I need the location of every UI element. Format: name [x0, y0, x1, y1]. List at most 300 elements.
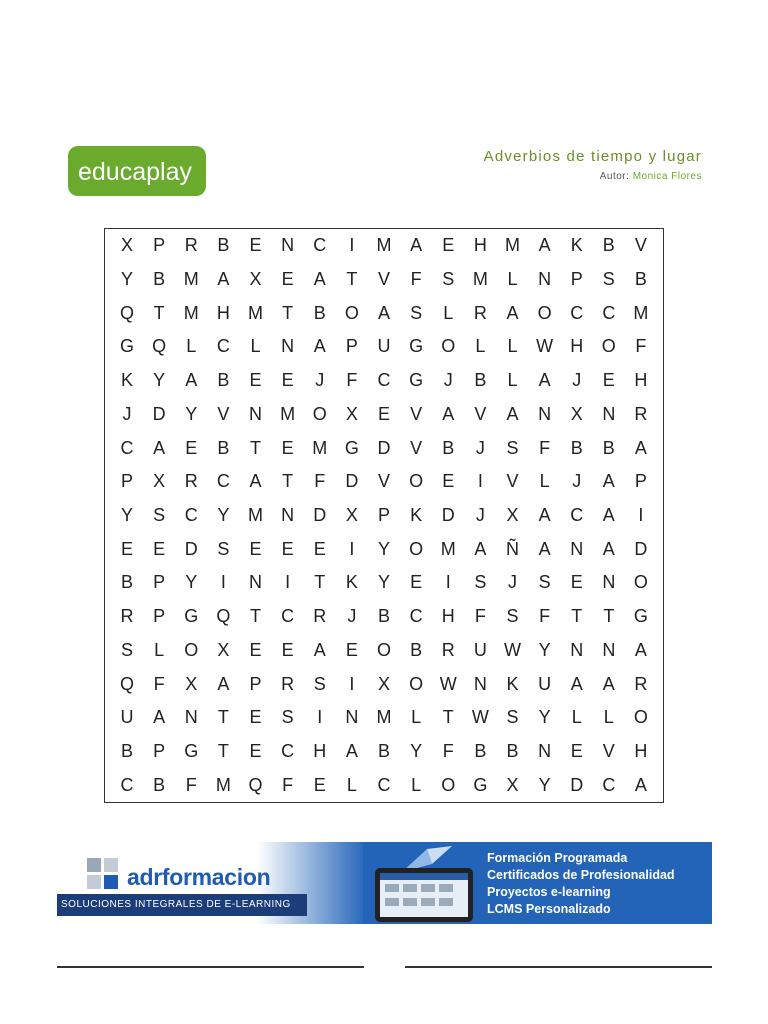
grid-letter[interactable]: A — [313, 639, 326, 660]
grid-letter[interactable]: L — [154, 639, 165, 660]
grid-letter[interactable]: C — [120, 437, 134, 458]
grid-letter[interactable]: A — [217, 269, 230, 290]
grid-letter[interactable]: M — [248, 504, 264, 525]
grid-letter[interactable]: M — [504, 235, 520, 256]
grid-letter[interactable]: X — [217, 639, 230, 660]
grid-letter[interactable]: L — [571, 707, 582, 728]
grid-letter[interactable]: E — [313, 538, 326, 559]
grid-letter[interactable]: C — [184, 504, 198, 525]
grid-letter[interactable]: Y — [410, 740, 423, 761]
grid-letter[interactable]: I — [317, 707, 323, 728]
grid-letter[interactable]: Y — [377, 538, 390, 559]
grid-letter[interactable]: A — [153, 707, 166, 728]
grid-letter[interactable]: C — [602, 302, 616, 323]
grid-letter[interactable]: E — [281, 269, 294, 290]
grid-letter[interactable]: M — [440, 538, 456, 559]
grid-letter[interactable]: T — [442, 707, 454, 728]
grid-letter[interactable]: A — [442, 403, 455, 424]
grid-letter[interactable]: N — [184, 707, 198, 728]
grid-letter[interactable]: X — [506, 504, 519, 525]
author-line — [600, 171, 702, 182]
grid-letter[interactable]: N — [538, 269, 552, 290]
grid-letter[interactable]: S — [281, 707, 294, 728]
grid-letter[interactable]: A — [538, 504, 551, 525]
grid-letter[interactable]: E — [602, 370, 615, 391]
grid-letter[interactable]: Y — [538, 707, 551, 728]
grid-letter[interactable]: N — [570, 538, 584, 559]
grid-letter[interactable]: I — [220, 572, 226, 593]
grid-letter[interactable]: M — [183, 302, 199, 323]
grid-letter[interactable]: V — [602, 740, 615, 761]
grid-letter[interactable]: F — [539, 606, 551, 627]
grid-letter[interactable]: O — [184, 639, 199, 660]
grid-letter[interactable]: D — [152, 403, 166, 424]
grid-letter[interactable]: F — [153, 673, 165, 694]
grid-letter[interactable]: F — [474, 606, 486, 627]
grid-letter[interactable]: K — [506, 673, 519, 694]
grid-letter[interactable]: A — [185, 370, 198, 391]
grid-letter[interactable]: B — [217, 235, 230, 256]
grid-letter[interactable]: B — [217, 437, 230, 458]
grid-letter[interactable]: A — [506, 302, 519, 323]
grid-letter[interactable]: R — [184, 235, 198, 256]
grid-letter[interactable]: E — [249, 740, 262, 761]
grid-letter[interactable]: F — [539, 437, 551, 458]
grid-letter[interactable]: P — [153, 572, 166, 593]
grid-letter[interactable]: S — [506, 707, 519, 728]
grid-letter[interactable]: X — [249, 269, 262, 290]
grid-letter[interactable]: J — [475, 504, 485, 525]
grid-letter[interactable]: A — [634, 437, 647, 458]
grid-letter[interactable]: Ñ — [505, 538, 519, 559]
grid-letter[interactable]: K — [410, 504, 423, 525]
grid-letter[interactable]: S — [442, 269, 455, 290]
grid-letter[interactable]: A — [538, 235, 551, 256]
grid-letter[interactable]: G — [473, 774, 488, 795]
grid-letter[interactable]: V — [474, 403, 487, 424]
grid-letter[interactable]: W — [536, 336, 554, 357]
grid-letter[interactable]: B — [474, 370, 487, 391]
grid-letter[interactable]: F — [282, 774, 294, 795]
grid-letter[interactable]: P — [153, 606, 166, 627]
grid-letter[interactable]: A — [410, 235, 423, 256]
grid-letter[interactable]: T — [217, 707, 229, 728]
grid-letter[interactable]: M — [376, 235, 392, 256]
grid-letter[interactable]: T — [250, 606, 262, 627]
grid-letter[interactable]: C — [120, 774, 134, 795]
grid-letter[interactable]: L — [603, 707, 614, 728]
grid-letter[interactable]: F — [442, 740, 454, 761]
grid-letter[interactable]: Q — [152, 336, 167, 357]
grid-letter[interactable]: O — [376, 639, 391, 660]
grid-letter[interactable]: H — [634, 370, 648, 391]
grid-letter[interactable]: R — [120, 606, 134, 627]
grid-letter[interactable]: L — [507, 336, 518, 357]
grid-letter[interactable]: E — [345, 639, 358, 660]
grid-letter[interactable]: U — [120, 707, 134, 728]
adrformacion-logo-icon — [87, 858, 123, 890]
grid-letter[interactable]: N — [281, 235, 295, 256]
grid-letter[interactable]: A — [377, 302, 390, 323]
grid-letter[interactable]: F — [410, 269, 422, 290]
grid-letter[interactable]: C — [216, 336, 230, 357]
grid-letter[interactable]: L — [186, 336, 197, 357]
grid-letter[interactable]: A — [538, 538, 551, 559]
grid-letter[interactable]: A — [602, 538, 615, 559]
grid-letter[interactable]: R — [313, 606, 327, 627]
grid-letter[interactable]: L — [411, 774, 422, 795]
grid-letter[interactable]: D — [441, 504, 455, 525]
tablet-screenshot-icon — [375, 868, 473, 922]
grid-letter[interactable]: T — [346, 269, 358, 290]
grid-letter[interactable]: Q — [120, 302, 135, 323]
grid-letter[interactable]: V — [634, 235, 647, 256]
grid-letter[interactable]: T — [153, 302, 165, 323]
grid-letter[interactable]: X — [506, 774, 519, 795]
grid-letter[interactable]: H — [441, 606, 455, 627]
grid-letter[interactable]: O — [441, 336, 456, 357]
grid-letter[interactable]: E — [442, 471, 455, 492]
grid-letter[interactable]: E — [281, 437, 294, 458]
grid-letter[interactable]: L — [507, 269, 518, 290]
grid-letter[interactable]: S — [506, 437, 519, 458]
grid-letter[interactable]: N — [249, 572, 263, 593]
grid-letter[interactable]: N — [602, 572, 616, 593]
grid-letter[interactable]: N — [602, 403, 616, 424]
grid-letter[interactable]: Y — [185, 572, 198, 593]
grid-letter[interactable]: E — [185, 437, 198, 458]
banner-item: Certificados de Profesionalidad — [487, 868, 675, 882]
educaplay-logo-mark — [68, 146, 206, 196]
grid-letter[interactable]: B — [377, 606, 390, 627]
grid-letter[interactable]: I — [349, 538, 355, 559]
grid-letter[interactable]: B — [153, 269, 166, 290]
author-label: Autor: — [599, 171, 630, 182]
grid-letter[interactable]: C — [281, 740, 295, 761]
grid-letter[interactable]: G — [409, 336, 424, 357]
grid-letter[interactable]: X — [153, 471, 166, 492]
grid-letter[interactable]: X — [185, 673, 198, 694]
grid-letter[interactable]: V — [506, 471, 519, 492]
grid-letter[interactable]: A — [634, 639, 647, 660]
grid-letter[interactable]: X — [121, 235, 134, 256]
grid-letter[interactable]: F — [314, 471, 326, 492]
grid-letter[interactable]: A — [153, 437, 166, 458]
grid-letter[interactable]: M — [183, 269, 199, 290]
grid-letter[interactable]: A — [313, 269, 326, 290]
grid-letter[interactable]: E — [153, 538, 166, 559]
grid-letter[interactable]: U — [473, 639, 487, 660]
grid-letter[interactable]: F — [346, 370, 358, 391]
grid-letter[interactable]: J — [572, 471, 582, 492]
grid-letter[interactable]: J — [122, 403, 132, 424]
grid-letter[interactable]: T — [250, 437, 262, 458]
grid-letter[interactable]: T — [314, 572, 326, 593]
grid-letter[interactable]: Y — [377, 572, 390, 593]
grid-letter[interactable]: M — [215, 774, 231, 795]
grid-letter[interactable]: T — [217, 740, 229, 761]
grid-letter[interactable]: E — [442, 235, 455, 256]
grid-letter[interactable]: B — [442, 437, 455, 458]
grid-letter[interactable]: B — [313, 302, 326, 323]
grid-letter[interactable]: S — [538, 572, 551, 593]
grid-letter[interactable]: Y — [185, 403, 198, 424]
grid-letter[interactable]: L — [539, 471, 550, 492]
grid-letter[interactable]: B — [153, 774, 166, 795]
grid-letter[interactable]: Q — [248, 774, 263, 795]
grid-letter[interactable]: I — [445, 572, 451, 593]
grid-letter[interactable]: I — [477, 471, 483, 492]
grid-letter[interactable]: R — [473, 302, 487, 323]
grid-letter[interactable]: Y — [121, 269, 134, 290]
grid-letter[interactable]: N — [538, 740, 552, 761]
grid-letter[interactable]: M — [280, 403, 296, 424]
grid-letter[interactable]: H — [473, 235, 487, 256]
grid-letter[interactable]: B — [506, 740, 519, 761]
grid-letter[interactable]: N — [602, 639, 616, 660]
grid-letter[interactable]: E — [249, 639, 262, 660]
grid-letter[interactable]: P — [121, 471, 134, 492]
grid-letter[interactable]: P — [634, 471, 647, 492]
grid-letter[interactable]: O — [409, 538, 424, 559]
grid-letter[interactable]: O — [409, 673, 424, 694]
word-search-grid — [104, 228, 664, 803]
grid-letter[interactable]: X — [345, 403, 358, 424]
grid-letter[interactable]: R — [441, 639, 455, 660]
grid-letter[interactable]: A — [217, 673, 230, 694]
grid-letter[interactable]: J — [347, 606, 357, 627]
grid-letter[interactable]: G — [409, 370, 424, 391]
grid-letter[interactable]: A — [506, 403, 519, 424]
grid-letter[interactable]: B — [602, 437, 615, 458]
grid-letter[interactable]: R — [184, 471, 198, 492]
grid-letter[interactable]: L — [346, 774, 357, 795]
grid-letter[interactable]: E — [249, 235, 262, 256]
grid-letter[interactable]: B — [217, 370, 230, 391]
grid-letter[interactable]: O — [633, 707, 648, 728]
grid-letter[interactable]: C — [602, 774, 616, 795]
grid-letter[interactable]: Q — [216, 606, 231, 627]
grid-letter[interactable]: C — [313, 235, 327, 256]
grid-letter[interactable]: M — [633, 302, 649, 323]
grid-letter[interactable]: V — [377, 269, 390, 290]
grid-letter[interactable]: D — [345, 471, 359, 492]
grid-letter[interactable]: B — [121, 572, 134, 593]
grid-letter[interactable]: N — [281, 336, 295, 357]
grid-letter[interactable]: R — [634, 403, 648, 424]
grid-letter[interactable]: C — [570, 504, 584, 525]
grid-letter[interactable]: Y — [121, 504, 134, 525]
grid-letter[interactable]: D — [313, 504, 327, 525]
grid-letter[interactable]: D — [570, 774, 584, 795]
grid-letter[interactable]: H — [570, 336, 584, 357]
grid-letter[interactable]: Y — [538, 774, 551, 795]
grid-letter[interactable]: A — [249, 471, 262, 492]
grid-letter[interactable]: K — [345, 572, 358, 593]
grid-letter[interactable]: P — [570, 269, 583, 290]
grid-letter[interactable]: P — [153, 235, 166, 256]
grid-letter[interactable]: C — [409, 606, 423, 627]
page-title: Adverbios de tiempo y lugar — [483, 148, 702, 165]
grid-letter[interactable]: P — [249, 673, 262, 694]
grid-letter[interactable]: S — [506, 606, 519, 627]
grid-letter[interactable]: M — [248, 302, 264, 323]
grid-letter[interactable]: W — [471, 707, 489, 728]
grid-letter[interactable]: A — [602, 673, 615, 694]
grid-letter[interactable]: E — [281, 639, 294, 660]
grid-letter[interactable]: S — [410, 302, 423, 323]
grid-letter[interactable]: H — [313, 740, 327, 761]
grid-letter[interactable]: O — [537, 302, 552, 323]
grid-letter[interactable]: T — [603, 606, 615, 627]
grid-letter[interactable]: R — [281, 673, 295, 694]
grid-letter[interactable]: K — [570, 235, 583, 256]
grid-letter[interactable]: N — [473, 673, 487, 694]
grid-letter[interactable]: U — [377, 336, 391, 357]
grid-letter[interactable]: O — [312, 403, 327, 424]
grid-letter[interactable]: J — [315, 370, 325, 391]
grid-letter[interactable]: N — [249, 403, 263, 424]
grid-letter[interactable]: X — [377, 673, 390, 694]
grid-letter[interactable]: J — [572, 370, 582, 391]
grid-letter[interactable]: B — [410, 639, 423, 660]
grid-letter[interactable]: N — [345, 707, 359, 728]
grid-letter[interactable]: F — [635, 336, 647, 357]
grid-letter[interactable]: G — [184, 606, 199, 627]
grid-letter[interactable]: S — [121, 639, 134, 660]
grid-letter[interactable]: L — [507, 370, 518, 391]
grid-letter[interactable]: E — [570, 572, 583, 593]
grid-letter[interactable]: I — [638, 504, 644, 525]
grid-letter[interactable]: U — [538, 673, 552, 694]
grid-letter[interactable]: V — [410, 437, 423, 458]
grid-letter[interactable]: T — [282, 471, 294, 492]
grid-letter[interactable]: E — [377, 403, 390, 424]
grid-letter[interactable]: E — [249, 707, 262, 728]
grid-letter[interactable]: H — [216, 302, 230, 323]
grid-letter[interactable]: G — [344, 437, 359, 458]
grid-letter[interactable]: A — [538, 370, 551, 391]
grid-letter[interactable]: F — [185, 774, 197, 795]
grid-letter[interactable]: J — [443, 370, 453, 391]
grid-letter[interactable]: R — [634, 673, 648, 694]
grid-letter[interactable]: S — [474, 572, 487, 593]
grid-letter[interactable]: O — [601, 336, 616, 357]
grid-letter[interactable]: B — [121, 740, 134, 761]
grid-letter[interactable]: X — [345, 504, 358, 525]
grid-letter[interactable]: S — [313, 673, 326, 694]
grid-letter[interactable]: J — [475, 437, 485, 458]
grid-letter[interactable]: M — [312, 437, 328, 458]
grid-letter[interactable]: N — [538, 403, 552, 424]
grid-letter[interactable]: M — [376, 707, 392, 728]
grid-letter[interactable]: E — [570, 740, 583, 761]
grid-letter[interactable]: N — [570, 639, 584, 660]
grid-letter[interactable]: Y — [538, 639, 551, 660]
grid-letter[interactable]: D — [634, 538, 648, 559]
grid-letter[interactable]: Y — [217, 504, 230, 525]
grid-letter[interactable]: T — [282, 302, 294, 323]
grid-letter[interactable]: I — [285, 572, 291, 593]
grid-letter[interactable]: A — [602, 504, 615, 525]
grid-letter[interactable]: Q — [120, 673, 135, 694]
grid-letter[interactable]: W — [503, 639, 521, 660]
grid-letter[interactable]: B — [602, 235, 615, 256]
grid-letter[interactable]: A — [474, 538, 487, 559]
grid-letter[interactable]: S — [602, 269, 615, 290]
grid-letter[interactable]: E — [281, 370, 294, 391]
grid-letter[interactable]: C — [377, 370, 391, 391]
grid-letter[interactable]: V — [217, 403, 230, 424]
grid-letter[interactable]: C — [377, 774, 391, 795]
grid-letter[interactable]: A — [313, 336, 326, 357]
grid-letter[interactable]: C — [216, 471, 230, 492]
grid-letter[interactable]: B — [377, 740, 390, 761]
grid-letter[interactable]: P — [345, 336, 358, 357]
grid-letter[interactable]: O — [344, 302, 359, 323]
grid-letter[interactable]: K — [121, 370, 134, 391]
grid-letter[interactable]: B — [570, 437, 583, 458]
grid-letter[interactable]: L — [411, 707, 422, 728]
grid-letter[interactable]: S — [217, 538, 230, 559]
grid-letter[interactable]: G — [633, 606, 648, 627]
grid-letter[interactable]: D — [377, 437, 391, 458]
grid-letter[interactable]: I — [349, 673, 355, 694]
grid-letter[interactable]: V — [410, 403, 423, 424]
grid-letter[interactable]: A — [634, 774, 647, 795]
grid-letter[interactable]: I — [349, 235, 355, 256]
grid-letter[interactable]: J — [507, 572, 517, 593]
grid-letter[interactable]: A — [345, 740, 358, 761]
grid-letter[interactable]: Y — [153, 370, 166, 391]
grid-letter[interactable]: L — [475, 336, 486, 357]
grid-letter[interactable]: E — [313, 774, 326, 795]
grid-letter[interactable]: W — [439, 673, 457, 694]
grid-letter[interactable]: P — [377, 504, 390, 525]
grid-letter[interactable]: E — [249, 538, 262, 559]
grid-letter[interactable]: E — [121, 538, 134, 559]
grid-letter[interactable]: G — [184, 740, 199, 761]
banner-item: LCMS Personalizado — [487, 902, 611, 916]
grid-letter[interactable]: M — [472, 269, 488, 290]
grid-letter[interactable]: G — [120, 336, 135, 357]
grid-letter[interactable]: D — [184, 538, 198, 559]
grid-letter[interactable]: O — [441, 774, 456, 795]
grid-letter[interactable]: P — [153, 740, 166, 761]
grid-letter[interactable]: A — [570, 673, 583, 694]
grid-letter[interactable]: O — [409, 471, 424, 492]
grid-letter[interactable]: A — [602, 471, 615, 492]
grid-letter[interactable]: V — [377, 471, 390, 492]
grid-letter[interactable]: T — [571, 606, 583, 627]
grid-letter[interactable]: B — [634, 269, 647, 290]
adrformacion-banner[interactable] — [57, 842, 712, 924]
grid-letter[interactable]: B — [474, 740, 487, 761]
grid-letter[interactable]: X — [570, 403, 583, 424]
grid-letter[interactable]: E — [249, 370, 262, 391]
grid-letter[interactable]: S — [153, 504, 166, 525]
grid-letter[interactable]: E — [410, 572, 423, 593]
grid-letter[interactable]: H — [634, 740, 648, 761]
banner-services-list — [487, 850, 675, 918]
grid-letter[interactable]: C — [570, 302, 584, 323]
grid-letter[interactable]: E — [281, 538, 294, 559]
grid-letter[interactable]: L — [250, 336, 261, 357]
grid-letter[interactable]: C — [281, 606, 295, 627]
grid-letter[interactable]: N — [281, 504, 295, 525]
grid-letter[interactable]: O — [633, 572, 648, 593]
grid-letter[interactable]: L — [443, 302, 454, 323]
